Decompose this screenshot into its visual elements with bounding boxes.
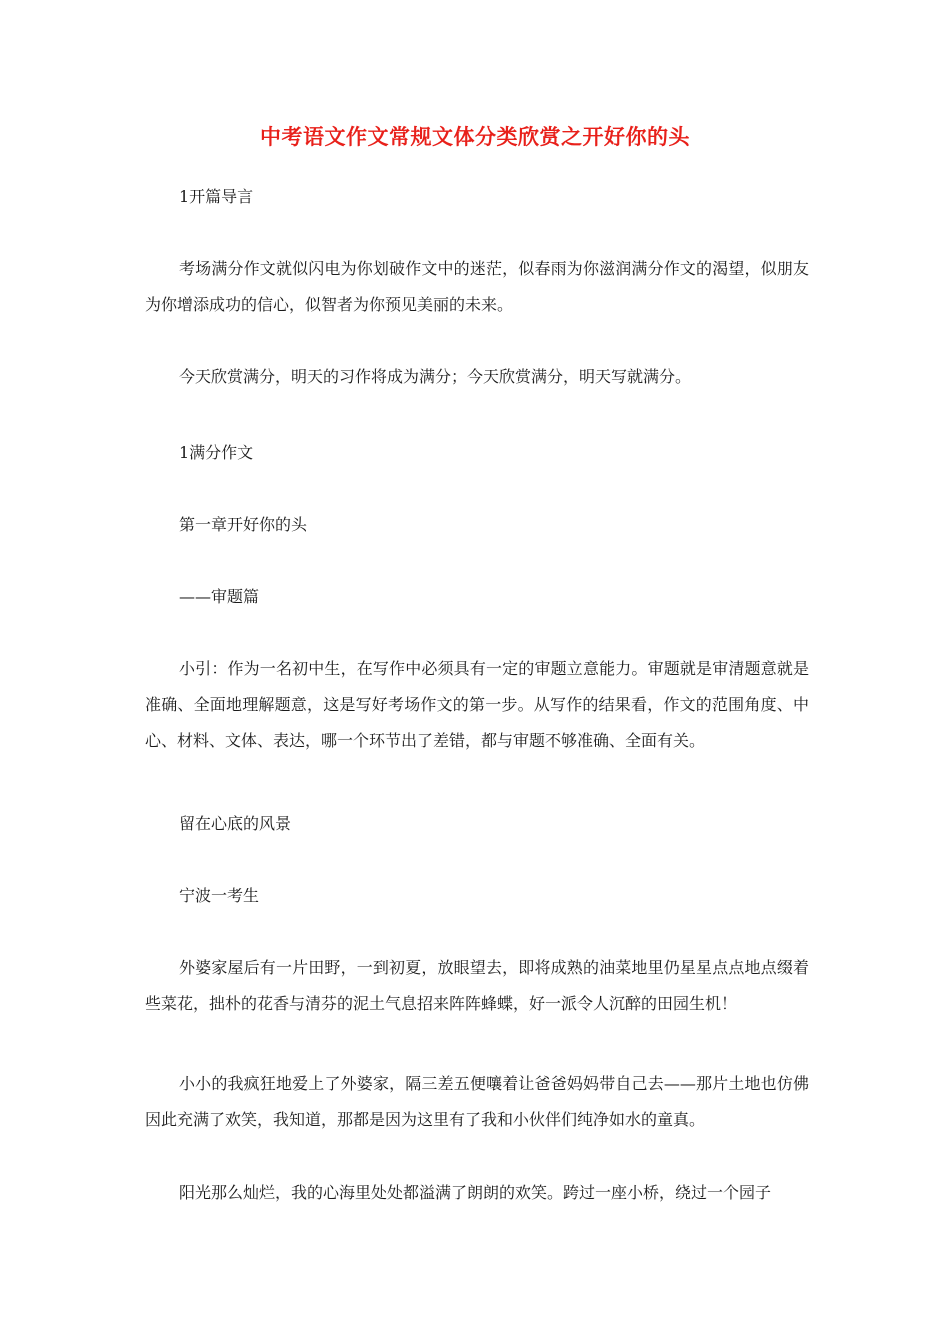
- essay-paragraph-3: 阳光那么灿烂，我的心海里处处都溢满了朗朗的欢笑。跨过一座小桥，绕过一个园子: [179, 1183, 772, 1202]
- essay-author: 宁波一考生: [179, 886, 260, 905]
- essay-paragraph-2: 小小的我疯狂地爱上了外婆家，隔三差五便嚷着让爸爸妈妈带自己去——那片土地也仿佛因此充满了欢笑，我知道，那都是因为这里有了我和小伙伴们纯净如水的童真。: [145, 1074, 809, 1129]
- paragraph-intro-text: 考场满分作文就似闪电为你划破作文中的迷茫，似春雨为你滋润满分作文的渴望，似朋友为你增添成功的信心，似智者为你预见美丽的未来。: [145, 259, 809, 314]
- paragraph-lead: 小引：作为一名初中生，在写作中必须具有一定的审题立意能力。审题就是审清题意就是准确、全面地理解题意，这是写好考场作文的第一步。从写作的结果看，作文的范围角度、中心、材料、文体、表达，哪一个环节出了差错，都与审题不够准确、全面有关。: [145, 659, 809, 750]
- essay-title: 留在心底的风景: [179, 814, 292, 833]
- paragraph-motto: 今天欣赏满分，明天的习作将成为满分；今天欣赏满分，明天写就满分。: [179, 367, 692, 386]
- chapter-heading: 第一章开好你的头: [179, 515, 308, 534]
- section-heading-essay: 1满分作文: [179, 443, 254, 462]
- chapter-subheading: ——审题篇: [179, 587, 260, 606]
- section-heading-intro: 1开篇导言: [179, 187, 254, 206]
- document-title: 中考语文作文常规文体分类欣赏之开好你的头: [260, 124, 690, 149]
- essay-paragraph-1: 外婆家屋后有一片田野，一到初夏，放眼望去，即将成熟的油菜地里仍星星点点地点缀着些菜花，拙朴的花香与清芬的泥土气息招来阵阵蜂蝶，好一派令人沉醉的田园生机！: [145, 958, 809, 1013]
